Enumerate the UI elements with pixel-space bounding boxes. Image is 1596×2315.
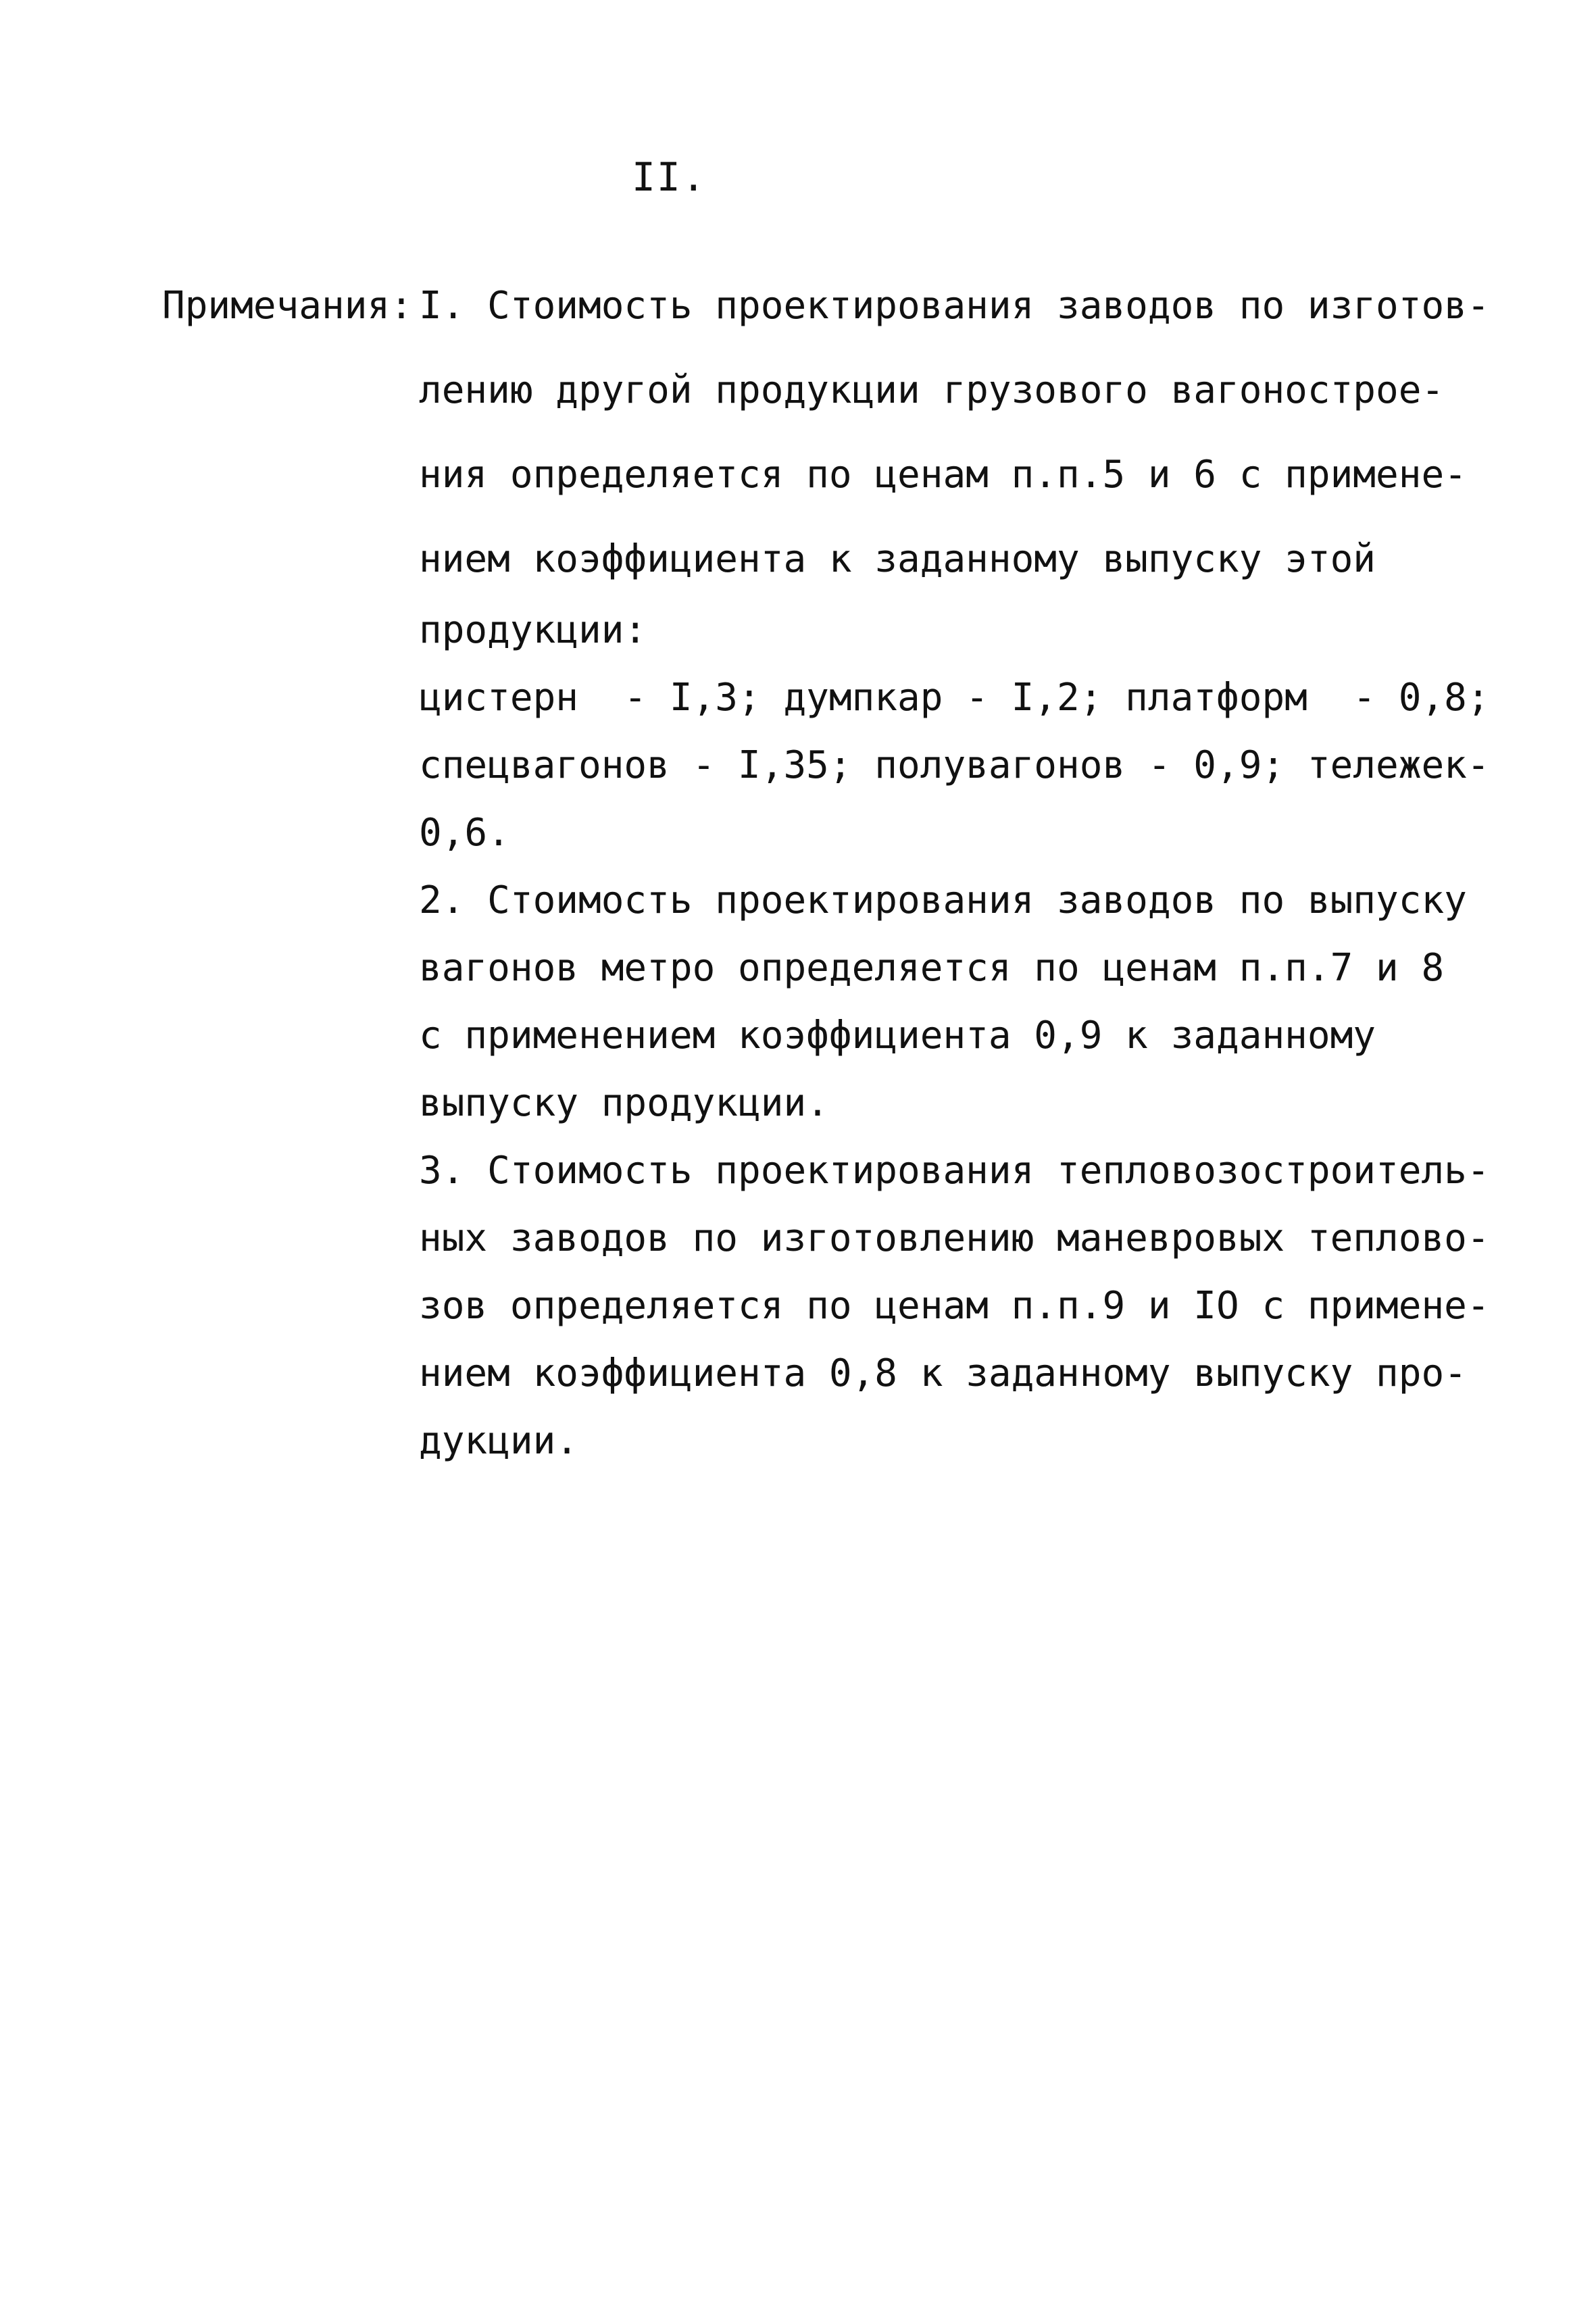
note-line: 2. Стоимость проектирования заводов по выпуску [419,878,1467,922]
note-line: 0,6. [419,811,510,855]
note-line: дукции. [419,1419,579,1463]
note-line: лению другой продукции грузового вагонострое- [419,368,1445,412]
note-line: нием коэффициента к заданному выпуску этой [419,537,1376,581]
note-line: вагонов метро определяется по ценам п.п.7 и 8 [419,946,1445,990]
note-line: продукции: [419,608,647,652]
page-number: II. [632,154,707,200]
note-line: нием коэффициента 0,8 к заданному выпуску про- [419,1351,1467,1395]
note-line: 3. Стоимость проектирования тепловозостроитель- [419,1149,1490,1193]
note-line: выпуску продукции. [419,1081,829,1125]
note-line: ных заводов по изготовлению маневровых теплово- [419,1216,1490,1260]
note-line: с применением коэффициента 0,9 к заданному [419,1014,1376,1057]
notes-label: Примечания: [162,284,413,328]
note-line: цистерн - I,3; думпкар - I,2; платформ - 0,8; [419,676,1490,720]
note-line: зов определяется по ценам п.п.9 и IO с примене- [419,1284,1490,1328]
note-line: ния определяется по ценам п.п.5 и 6 с примене- [419,453,1467,497]
note-line: I. Стоимость проектирования заводов по изготов- [419,284,1490,328]
note-line: спецвагонов - I,35; полувагонов - 0,9; тележек- [419,743,1490,787]
